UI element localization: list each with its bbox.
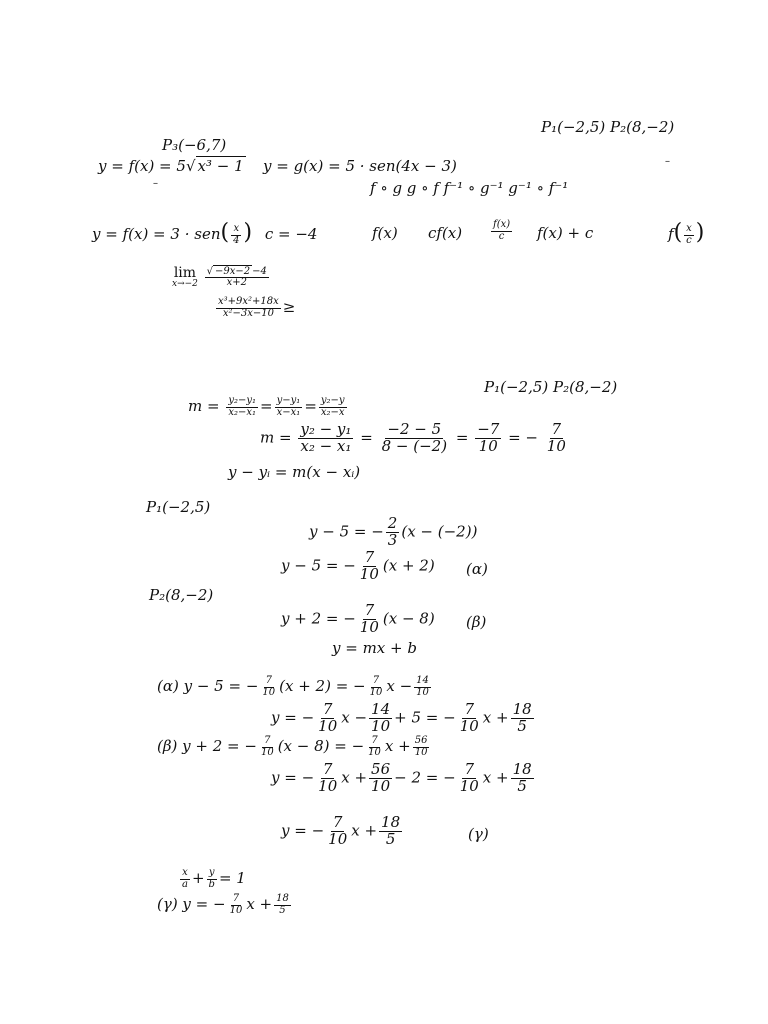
frac-m7-10: $\frac{-7}{10}$ bbox=[477, 420, 500, 455]
paren-open: ( bbox=[220, 220, 230, 245]
intercept-form: $\frac{x}{a}$ + $\frac{y}{b}$ = 1 bbox=[182, 867, 246, 890]
line-p2: y + 2 = − $\frac{7}{10}$ (x − 8) bbox=[281, 601, 435, 636]
lim-sub: x→−2 bbox=[172, 279, 198, 289]
frac-num: f(x) bbox=[493, 219, 511, 230]
frac-yy1-xx1: $\frac{\text{y−y₁}}{\text{x−x₁}}$ bbox=[276, 395, 301, 418]
frac-big-y2y1: $\frac{\text{y₂ − y₁}}{\text{x₂ − x₁}}$ bbox=[300, 420, 352, 455]
fx-lhs: y = f(x) = 5 bbox=[98, 157, 186, 175]
fx-definition bbox=[98, 159, 246, 174]
frac-m2m5: $\frac{-2 - 5}{8 - (-2)}$ bbox=[381, 420, 448, 455]
frac-den: c bbox=[686, 234, 692, 246]
point-p1: P₁(−2,5) bbox=[146, 498, 211, 516]
transform-fx-plus-c: f(x) + c bbox=[537, 224, 594, 242]
frac-2-3: $\frac{2}{3}$ bbox=[387, 514, 398, 549]
points-mid: P₁(−2,5) P₂(8,−2) bbox=[484, 378, 618, 396]
frac-den: c bbox=[498, 230, 505, 242]
frac-den: x+2 bbox=[226, 277, 247, 288]
lim-word: lim bbox=[173, 265, 197, 281]
slope-computation: m = $\frac{\text{y₂ − y₁}}{\text{x₂ − x₁}}$ = $\frac{-2 - 5}{8 - (-2)}$ = $\frac{-7}{10}$ = − $\frac{7}{10}$ bbox=[260, 420, 566, 455]
inequality bbox=[214, 297, 295, 319]
compositions: f ∘ g g ∘ f f⁻¹ ∘ g⁻¹ g⁻¹ ∘ f⁻¹ bbox=[370, 179, 569, 197]
f-letter: f bbox=[668, 225, 674, 243]
f3-definition bbox=[92, 222, 317, 246]
frac-y2y-x2x: $\frac{\text{y₂−y}}{\text{x₂−x}}$ bbox=[320, 395, 345, 418]
slope-intercept-form: y = mx + b bbox=[332, 639, 417, 657]
lim-num-tail: −4 bbox=[252, 265, 267, 277]
limit-expression bbox=[172, 266, 271, 289]
transform-fx-over-c bbox=[489, 220, 514, 242]
frac-7-10: $\frac{7}{10}$ bbox=[359, 601, 379, 636]
inequality-fraction bbox=[216, 297, 281, 319]
points-top: P₁(−2,5) P₂(8,−2) bbox=[541, 118, 675, 136]
frac-num: √ −9x−2 −4 bbox=[206, 265, 267, 277]
frac-num: x³+9x²+18x bbox=[218, 296, 279, 307]
frac-y2y1-x2x1: $\frac{\text{y₂−y₁}}{\text{x₂−x₁}}$ bbox=[228, 395, 257, 418]
point-slope-formula: y − yᵢ = m(x − xᵢ) bbox=[228, 463, 361, 481]
transform-fx: f(x) bbox=[372, 224, 398, 242]
paren-close: ) bbox=[243, 220, 253, 245]
lim-radicand: −9x−2 bbox=[215, 265, 251, 277]
gamma-small: (γ) y = − $\frac{7}{10}$ x + $\frac{18}{5}$ bbox=[157, 893, 289, 916]
transform-cfx: cf(x) bbox=[428, 224, 463, 242]
frac-den: x²−3x−10 bbox=[222, 307, 274, 319]
m-label: m = bbox=[188, 397, 220, 415]
m-label: m = bbox=[260, 428, 292, 447]
c-value: c = −4 bbox=[264, 225, 318, 243]
transform-f-x-over-c bbox=[668, 222, 704, 246]
fx-radicand: x³ − 1 bbox=[197, 157, 244, 175]
tag-gamma: (γ) bbox=[468, 825, 489, 843]
frac-7-10: $\frac{7}{10}$ bbox=[359, 548, 379, 583]
frac-x-over-c bbox=[684, 224, 694, 246]
line-p1-wrong: y − 5 = − $\frac{2}{3}$ (x − (−2)) bbox=[309, 514, 478, 549]
gx-definition: y = g(x) = 5 · sen(4x − 3) bbox=[263, 157, 457, 175]
dash-mark: – bbox=[665, 156, 670, 167]
frac-7-10: $\frac{7}{10}$ bbox=[546, 420, 566, 455]
beta-expansion: (β) y + 2 = − $\frac{7}{10}$ (x − 8) = − $\frac{7}{10}$ x + $\frac{56}{10}$ bbox=[157, 735, 428, 758]
frac-num: x bbox=[233, 223, 240, 234]
point-p3: P₃(−6,7) bbox=[162, 136, 227, 154]
dash-mark: – bbox=[153, 178, 158, 189]
frac-num: x bbox=[686, 223, 692, 234]
tag-beta: (β) bbox=[466, 613, 487, 631]
f3-lhs: y = f(x) = 3 · sen bbox=[92, 225, 221, 243]
alpha-expansion: (α) y − 5 = − $\frac{7}{10}$ (x + 2) = − $\frac{7}{10}$ x − $\frac{14}{10}$ bbox=[157, 675, 429, 698]
frac-den: 4 bbox=[233, 234, 240, 246]
ineq-symbol: ≥ bbox=[282, 298, 296, 316]
limit-operator bbox=[172, 266, 198, 289]
line-p1: y − 5 = − $\frac{7}{10}$ (x + 2) bbox=[281, 548, 435, 583]
beta-simplified: y = − $\frac{7}{10}$ x + $\frac{56}{10}$ − 2 = − $\frac{7}{10}$ x + $\frac{18}{5}$ bbox=[271, 760, 532, 795]
sqrt-sign: √ bbox=[185, 157, 196, 175]
alpha-simplified: y = − $\frac{7}{10}$ x − $\frac{14}{10}$ + 5 = − $\frac{7}{10}$ x + $\frac{18}{5}$ bbox=[271, 700, 532, 735]
frac-x-over-4 bbox=[231, 224, 241, 246]
limit-fraction bbox=[205, 267, 269, 289]
frac-fx-over-c bbox=[491, 220, 512, 242]
slope-definition: m = $\frac{\text{y₂−y₁}}{\text{x₂−x₁}}$ = $\frac{\text{y−y₁}}{\text{x−x₁}}$ = $\frac{\text{y₂−y}}{\text{x₂−x}}$ bbox=[188, 395, 345, 418]
paren-close: ) bbox=[695, 220, 705, 245]
gamma-result: y = − $\frac{7}{10}$ x + $\frac{18}{5}$ bbox=[281, 813, 401, 848]
paren-open: ( bbox=[673, 220, 683, 245]
point-p2: P₂(8,−2) bbox=[149, 586, 214, 604]
tag-alpha: (α) bbox=[466, 560, 488, 578]
